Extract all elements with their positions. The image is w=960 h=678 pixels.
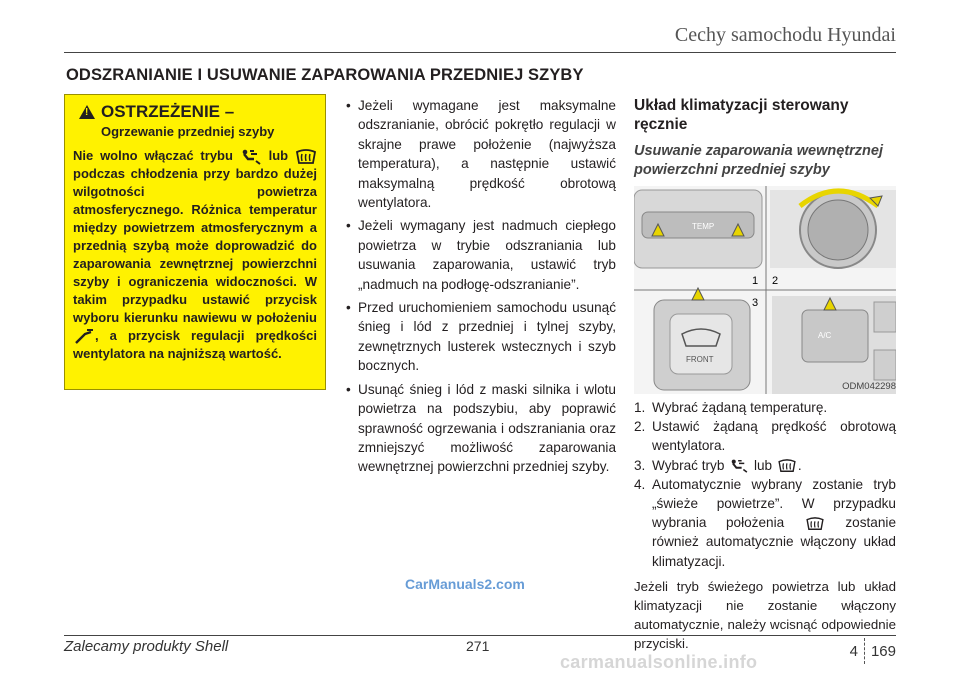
temp-label: TEMP bbox=[692, 222, 715, 231]
warning-body bbox=[73, 147, 317, 363]
climate-panel-illustration bbox=[634, 186, 896, 394]
front-label: FRONT bbox=[686, 355, 714, 364]
warning-triangle-icon: ! bbox=[79, 105, 95, 119]
ac-label: A/C bbox=[818, 331, 832, 340]
list-item: • Usunąć śnieg i lód z maski silnika i wlotu powietrza na podszybiu, aby poprawić sprawność ogrzewania i odszraniania oraz zmniejszyć możliwość zaparowania wewnętrznej powierzchni przedniej szyby. bbox=[346, 381, 616, 475]
watermark-link[interactable]: CarManuals2.com bbox=[405, 576, 525, 592]
chapter-number: 4 bbox=[849, 642, 858, 660]
bullet-list bbox=[346, 96, 616, 481]
warning-text-4: , a przycisk regulacji prędkości wentylatora na najniższą wartość. bbox=[73, 328, 317, 361]
list-item: • Jeżeli wymagane jest maksymalne odszranianie, obrócić pokrętło regulacji w skrajne prawe położenie (najwyższa temperatura), a następnie ustawić maksymalną prędkość obrotową wentylatora. bbox=[346, 98, 616, 211]
list-item: 1. Wybrać żądaną temperaturę. bbox=[634, 400, 828, 415]
footer-separator bbox=[864, 638, 865, 664]
warning-text-2: lub bbox=[268, 148, 289, 163]
warning-title: OSTRZEŻENIE – bbox=[101, 102, 235, 121]
footer-left-text: Zalecamy produkty Shell bbox=[64, 638, 229, 655]
right-column bbox=[634, 96, 896, 653]
warning-box bbox=[64, 94, 326, 390]
warning-text-1: Nie wolno włączać trybu bbox=[73, 148, 233, 163]
header-rule bbox=[64, 52, 896, 53]
floor-defrost-mode-icon bbox=[240, 149, 262, 165]
windshield-defrost-icon bbox=[295, 149, 317, 165]
list-item: 3. Wybrać tryb lub . bbox=[634, 457, 802, 473]
footer-center-number: 271 bbox=[466, 638, 490, 654]
subsection-title: Układ klimatyzacji sterowany ręcznie bbox=[634, 97, 849, 133]
closing-paragraph: Jeżeli tryb świeżego powietrza lub układ klimatyzacji nie zostanie włączony automatycznie, należy wcisnąć odpowiednie przyciski. bbox=[634, 578, 896, 651]
footer-rule bbox=[64, 635, 896, 636]
header-title: Cechy samochodu Hyundai bbox=[674, 24, 896, 46]
fig-number-1: 1 bbox=[752, 275, 759, 287]
list-item: 4. Automatycznie wybrany zostanie tryb „świeże powietrze”. W przypadku wybrania położenia zostanie również automatycznie włączony układ klimatyzacji. bbox=[634, 476, 897, 569]
climate-control-figure bbox=[634, 186, 896, 394]
list-item: • Jeżeli wymagany jest nadmuch ciepłego powietrza w trybie odszraniania lub usuwania zaparowania, ustawić tryb „nadmuch na podłogę-odszranianie”. bbox=[346, 218, 616, 292]
section-title: ODSZRANIANIE I USUWANIE ZAPAROWANIA PRZEDNIEJ SZYBY bbox=[66, 66, 584, 84]
face-vent-icon bbox=[73, 329, 95, 345]
windshield-defrost-icon bbox=[776, 459, 798, 473]
warning-subtitle: Ogrzewanie przedniej szyby bbox=[101, 124, 275, 139]
warning-heading bbox=[79, 103, 317, 121]
fig-number-2: 2 bbox=[772, 275, 779, 287]
windshield-defrost-icon bbox=[804, 517, 826, 531]
figure-code: ODM042298 bbox=[842, 380, 896, 392]
list-item: 2. Ustawić żądaną prędkość obrotową wentylatora. bbox=[634, 419, 896, 454]
list-item: • Przed uruchomieniem samochodu usunąć śnieg i lód z przedniej i tylnej szyby, zewnętrznych lusterek wstecznych i szyb bocznych. bbox=[346, 300, 616, 374]
brand-watermark: carmanualsonline.info bbox=[560, 652, 758, 672]
fig-number-3: 3 bbox=[752, 297, 759, 309]
warning-text-3: podczas chłodzenia przy bardzo dużej wilgotności powietrza atmosferycznego. Różnica temperatur między powietrzem atmosferycznym a przednią szybą może doprowadzić do zaparowania zewnętrznej powierzchni szyby i ograniczenia widoczności. W takim przypadku ustawić przycisk wyboru kierunku nawiewu w położeniu bbox=[73, 166, 317, 325]
page-number: 169 bbox=[870, 642, 896, 660]
floor-defrost-mode-icon bbox=[728, 459, 750, 473]
subsection-subtitle: Usuwanie zaparowania wewnętrznej powierzchni przedniej szyby bbox=[634, 143, 883, 178]
steps-list bbox=[634, 398, 896, 571]
footer-page-number bbox=[850, 638, 896, 664]
